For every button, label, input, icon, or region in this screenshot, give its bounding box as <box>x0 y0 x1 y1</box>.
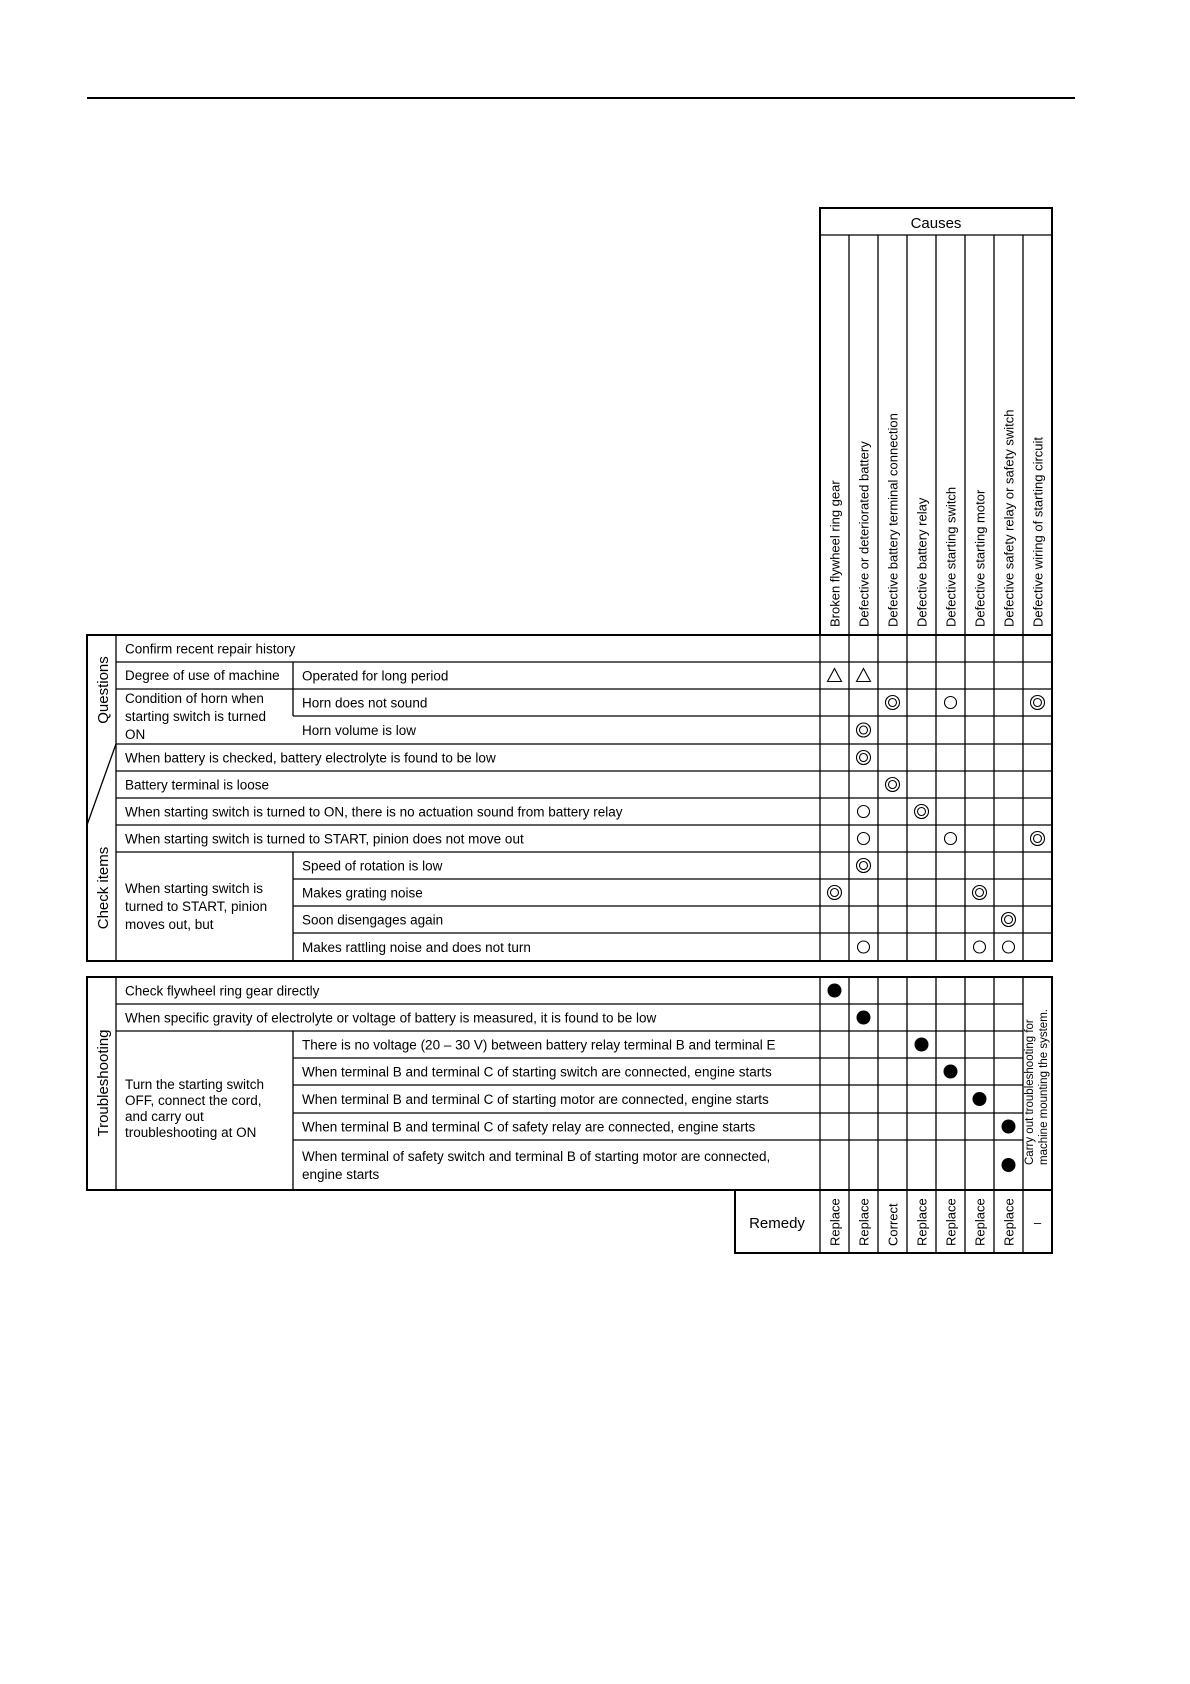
check-items-label: Check items <box>95 846 112 930</box>
pinion-moves-label: When starting switch is <box>125 881 264 896</box>
question-row-text: Confirm recent repair history <box>125 641 296 657</box>
horn-condition-label: ON <box>125 727 146 742</box>
double-circle-mark <box>886 696 900 710</box>
double-circle-mark-inner <box>918 808 926 816</box>
circle-mark <box>858 941 870 953</box>
question-row-text: Makes rattling noise and does not turn <box>302 940 531 955</box>
cause-label: Defective starting switch <box>943 486 959 627</box>
question-row-text: Battery terminal is loose <box>125 777 270 793</box>
grid-line <box>87 744 116 825</box>
filled-dot-mark <box>857 1011 871 1025</box>
double-circle-mark-inner <box>889 781 897 789</box>
circle-mark <box>945 833 957 845</box>
troubleshooting-label: Troubleshooting <box>95 1029 112 1137</box>
pinion-moves-label: turned to START, pinion <box>125 899 268 914</box>
troubleshooting-row-text: When specific gravity of electrolyte or voltage of battery is measured, it is found to be low <box>125 1010 657 1026</box>
remedy-value: Replace <box>914 1198 930 1246</box>
double-circle-mark <box>973 886 987 900</box>
last-column-note: machine mounting the system. <box>1038 1009 1050 1165</box>
remedy-value: Replace <box>1001 1198 1017 1246</box>
double-circle-mark <box>915 805 929 819</box>
troubleshooting-row-text: Check flywheel ring gear directly <box>125 983 320 999</box>
filled-dot-mark <box>1002 1120 1016 1134</box>
filled-dot-mark <box>915 1038 929 1052</box>
double-circle-mark-inner <box>1034 835 1042 843</box>
remedy-value: Replace <box>856 1198 872 1246</box>
remedy-value: Replace <box>972 1198 988 1246</box>
troubleshooting-row-text: When terminal B and terminal C of starting motor are connected, engine starts <box>302 1092 769 1107</box>
double-circle-mark-inner <box>976 889 984 897</box>
cause-label: Broken flywheel ring gear <box>827 480 843 627</box>
cause-label: Defective safety relay or safety switch <box>1001 409 1017 627</box>
question-row-text: When starting switch is turned to START, pinion does not move out <box>125 831 524 847</box>
circle-mark <box>1003 941 1015 953</box>
filled-dot-mark <box>973 1092 987 1106</box>
cause-label: Defective wiring of starting circuit <box>1030 436 1046 627</box>
remedy-value: – <box>1033 1215 1042 1230</box>
double-circle-mark <box>857 859 871 873</box>
troubleshooting-row-text: When terminal of safety switch and terminal B of starting motor are connected, <box>302 1149 771 1164</box>
cause-label: Defective or deteriorated battery <box>856 441 872 627</box>
filled-dot-mark <box>944 1065 958 1079</box>
circle-mark <box>858 833 870 845</box>
cause-label: Defective battery relay <box>914 497 930 627</box>
filled-dot-mark <box>1002 1158 1016 1172</box>
double-circle-mark <box>857 751 871 765</box>
question-row-text: Soon disengages again <box>302 912 444 928</box>
horn-condition-label: starting switch is turned <box>125 709 267 724</box>
question-row-text: Horn does not sound <box>302 695 428 711</box>
double-circle-mark <box>1031 696 1045 710</box>
horn-condition-label: Condition of horn when <box>125 691 264 706</box>
question-row-text: Horn volume is low <box>302 723 417 738</box>
double-circle-mark-inner <box>860 862 868 870</box>
double-circle-mark <box>1031 832 1045 846</box>
troubleshooting-group-label: OFF, connect the cord, <box>125 1093 262 1108</box>
troubleshooting-group-label: Turn the starting switch <box>125 1077 265 1092</box>
double-circle-mark <box>828 886 842 900</box>
double-circle-mark-inner <box>889 699 897 707</box>
filled-dot-mark <box>828 984 842 998</box>
question-row-text: Makes grating noise <box>302 885 423 901</box>
double-circle-mark-inner <box>860 726 868 734</box>
troubleshooting-row-text: When terminal B and terminal C of starting switch are connected, engine starts <box>302 1064 772 1080</box>
cause-label: Defective battery terminal connection <box>885 413 901 627</box>
troubleshooting-row-text: engine starts <box>302 1167 380 1182</box>
double-circle-mark <box>886 778 900 792</box>
pinion-moves-label: moves out, but <box>125 917 214 932</box>
troubleshooting-group-label: and carry out <box>125 1109 204 1124</box>
troubleshooting-group-label: troubleshooting at ON <box>125 1125 257 1140</box>
triangle-mark <box>857 669 871 682</box>
remedy-label: Remedy <box>749 1215 805 1232</box>
causes-header: Causes <box>910 215 962 232</box>
double-circle-mark-inner <box>1034 699 1042 707</box>
troubleshooting-row-text: When terminal B and terminal C of safety relay are connected, engine starts <box>302 1119 756 1135</box>
question-row-text: When starting switch is turned to ON, there is no actuation sound from battery relay <box>125 804 623 820</box>
remedy-value: Replace <box>943 1198 959 1246</box>
circle-mark <box>974 941 986 953</box>
circle-mark <box>858 806 870 818</box>
last-column-note: Carry out troubleshooting for <box>1024 1019 1036 1165</box>
remedy-value: Replace <box>827 1198 843 1246</box>
question-row-text: When battery is checked, battery electrolyte is found to be low <box>125 750 496 766</box>
question-row-text: Operated for long period <box>302 668 449 684</box>
double-circle-mark-inner <box>860 754 868 762</box>
double-circle-mark-inner <box>1005 916 1013 924</box>
triangle-mark <box>828 669 842 682</box>
double-circle-mark-inner <box>831 889 839 897</box>
remedy-value: Correct <box>885 1203 901 1246</box>
circle-mark <box>945 697 957 709</box>
cause-label: Defective starting motor <box>972 489 988 627</box>
double-circle-mark <box>857 723 871 737</box>
troubleshooting-row-text: There is no voltage (20 – 30 V) between battery relay terminal B and terminal E <box>302 1037 776 1053</box>
double-circle-mark <box>1002 913 1016 927</box>
question-row-text: Speed of rotation is low <box>302 858 443 874</box>
questions-label: Questions <box>95 656 112 724</box>
degree-of-use-label: Degree of use of machine <box>125 668 280 683</box>
